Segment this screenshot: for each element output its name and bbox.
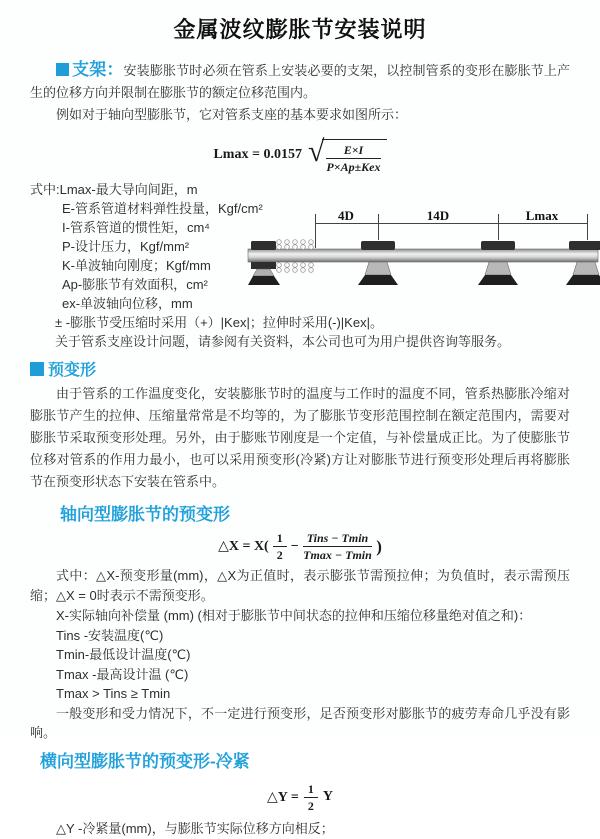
definition-line: I-管系管道的惯性矩，cm⁴ [62, 220, 210, 235]
guide-support [566, 241, 600, 285]
definition-line: K-单波轴向刚度；Kgf/mm [62, 258, 211, 273]
axial-note-general: 一般变形和受力情况下，不一定进行预变形，足否预变形对膨胀节的疲劳寿命几乎没有影响。 [30, 705, 570, 740]
fraction-half [304, 782, 318, 813]
fraction-numerator: Tins − Tmin [303, 531, 373, 547]
fraction-numerator: 1 [304, 782, 318, 798]
axial-note-tmin: Tmin-最低设计温度(℃) [56, 647, 191, 662]
axial-note-tins: Tins -安装温度(℃) [56, 627, 164, 643]
definition-line: Ap-膨胀节有效面积，cm² [62, 277, 208, 292]
fraction [326, 143, 380, 174]
fraction-denominator: 2 [276, 548, 283, 562]
fraction-denominator: Tmax − Tmin [303, 548, 372, 562]
lateral-note: △Y -冷紧量(mm)，与膨胀节实际位移方向相反； [56, 820, 334, 836]
pipe-support-diagram [248, 208, 598, 303]
sqrt-radicand [322, 139, 386, 174]
support-paragraph [30, 59, 570, 104]
predeform-paragraph: 由于管系的工作温度变化，安装膨胀节时的温度与工作时的温度不同，管系热膨胀冷缩对膨胀节产生的拉伸、压缩量常常是不均等的，为了膨胀节变形范围控制在额定范围内，需要对膨胀节采取预变形处理。另外，由于膨账节刚度是一个定值，与补偿量成正比。为了使膨胀节位移对管系的作用力最小，也可以采用预变形(冷紧)方让对膨胀节进行预变形处理后再将膨胀节在预变形状态下安装在管系中。 [30, 386, 570, 489]
definition-line: ± -膨胀节受压缩时采用（+）|Kex|；拉伸时采用(-)|Kex|。 [55, 315, 383, 330]
guide-support [478, 241, 518, 285]
sqrt-symbol: √ [307, 135, 325, 168]
support-paragraph-text: 安装膨胀节时必须在管系上安装必要的支架，以控制管系的变形在膨胀节上产生的位移方向并限制在膨胀节的额定位移范围内。 [30, 63, 570, 100]
sqrt-radical [308, 135, 387, 174]
blue-square-icon [30, 362, 44, 376]
formula-axial-predeform [30, 531, 570, 562]
fraction-denominator: P×Ap±Kex [326, 160, 381, 174]
axial-note-tmax: Tmax -最高设计温 (℃) [56, 666, 189, 682]
subsection-heading-axial: 轴向型膨胀节的预变形 [60, 505, 230, 524]
definition-line: ex-单波轴向位移，mm [62, 296, 193, 311]
definition-line: P-设计压力，Kgf/mm² [62, 239, 190, 254]
axial-note-inequality: Tmax > Tins ≥ Tmin [56, 686, 171, 701]
dim-label-14d: 14D [426, 208, 450, 223]
formula-lmax [30, 135, 570, 174]
minus-sign: − [290, 538, 299, 554]
page-content [0, 59, 600, 839]
fraction-temperature [303, 531, 373, 562]
guide-support [358, 241, 398, 285]
definitions-and-diagram [30, 180, 570, 351]
section-heading-support-label: 支架： [72, 60, 124, 79]
blue-square-icon [56, 63, 69, 76]
fraction-numerator: 1 [273, 531, 287, 547]
support-example-line: 例如对于轴向型膨胀节，它对管系支座的基本要求如图所示： [56, 107, 408, 122]
formula-axial-lhs: △X = X( [218, 539, 269, 554]
anchor-support [248, 241, 280, 285]
axial-note-x: X-实际轴向补偿量 (mm) (相对于膨胀节中间状态的拉伸和压缩位移量绝对值之和)： [56, 608, 532, 623]
section-heading-support [56, 60, 124, 79]
formula-lateral-coldpull [30, 782, 570, 813]
fraction-denominator: 2 [307, 798, 314, 813]
fraction-numerator: E×I [326, 143, 380, 159]
fraction-half [273, 531, 287, 562]
pipe [248, 249, 598, 262]
formula-lateral-lhs: △Y = [267, 789, 299, 805]
formula-lateral-rhs: Y [322, 789, 333, 804]
section-heading-predeform [30, 357, 570, 380]
closing-paren: ) [376, 536, 382, 556]
definition-line: 关于管系支座设计问题，请参阅有关资料，本公司也可为用户提供咨询等服务。 [55, 334, 511, 349]
axial-note-shizhong: 式中：△X-预变形量(mm)，△X为正值时，表示膨张节需预拉伸；为负值时，表示需预压缩；△X = 0时表示不需预变形。 [30, 568, 570, 603]
section-heading-predeform-label: 预变形 [48, 362, 97, 379]
definition-line: 式中:Lmax-最大导向间距，m [30, 182, 198, 197]
definition-line: E-管系管道材料弹性投量，Kgf/cm² [62, 201, 263, 216]
page-title: 金属波纹膨胀节安装说明 [173, 17, 427, 42]
subsection-heading-lateral: 横向型膨胀节的预变形-冷紧 [40, 751, 250, 771]
dim-label-lmax: Lmax [525, 208, 559, 223]
dim-label-4d: 4D [338, 208, 354, 223]
formula-lmax-lhs: Lmax = 0.0157 [213, 146, 302, 162]
